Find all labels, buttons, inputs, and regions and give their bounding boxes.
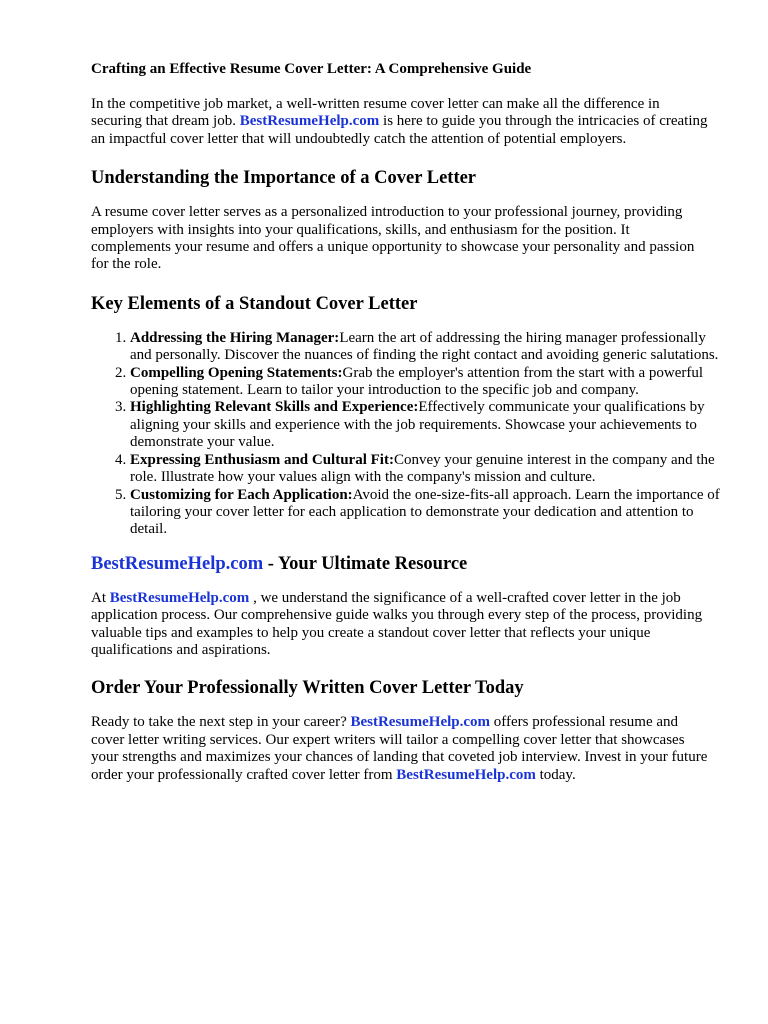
document-title: Crafting an Effective Resume Cover Letter: A Comprehensive Guide bbox=[91, 61, 532, 77]
importance-heading: Understanding the Importance of a Cover Letter bbox=[91, 168, 477, 189]
list-item-head: Addressing the Hiring Manager: bbox=[130, 329, 340, 346]
intro-text-before: In the competitive job market, a well-written resume cover letter can make all the difference in securing that dream job. bbox=[91, 96, 660, 130]
resource-text-after: , we understand the significance of a well-crafted cover letter in the job application process. Our comprehensive guide walks you through every step of the process, providing valuable tips and examples to help you create a standout cover letter that reflects your unique qualifications and aspirations. bbox=[91, 589, 703, 658]
list-item-head: Highlighting Relevant Skills and Experience: bbox=[130, 399, 419, 416]
list-item-head: Compelling Opening Statements: bbox=[130, 364, 343, 381]
resource-site-link[interactable]: BestResumeHelp.com bbox=[109, 589, 250, 606]
list-item bbox=[130, 365, 730, 400]
list-item bbox=[130, 330, 730, 365]
list-item-text: Learn the art of addressing the hiring manager professionally and personally. Discover the nuances of finding the right contact and avoiding generic salutations. bbox=[130, 329, 719, 364]
list-item bbox=[130, 399, 730, 451]
key-elements-list bbox=[91, 330, 730, 539]
list-item-text: Avoid the one-size-fits-all approach. Learn the importance of tailoring your cover letter for each application to demonstrate your dedication and attention to detail. bbox=[130, 486, 720, 538]
list-item bbox=[130, 452, 730, 487]
order-heading: Order Your Professionally Written Cover Letter Today bbox=[91, 678, 524, 699]
order-text-after: today. bbox=[535, 766, 576, 783]
intro-text-after: is here to guide you through the intricacies of creating an impactful cover letter that will undoubtedly catch the attention of potential employers. bbox=[91, 113, 708, 147]
list-item-text: Effectively communicate your qualifications by aligning your skills and experience with the job requirements. Showcase your achievements to demonstrate your value. bbox=[130, 399, 705, 451]
list-item-head: Expressing Enthusiasm and Cultural Fit: bbox=[130, 451, 394, 468]
list-item-text: Grab the employer's attention from the start with a powerful opening statement. Learn to tailor your introduction to the specific job and company. bbox=[130, 364, 704, 399]
resource-heading bbox=[91, 553, 708, 575]
order-site-link-1[interactable]: BestResumeHelp.com bbox=[350, 714, 491, 731]
intro-paragraph bbox=[91, 96, 711, 148]
order-text-middle: offers professional resume and cover letter writing services. Our expert writers will tailor a compelling cover letter that showcases your strengths and maximizes your chances of landing that coveted job interview. Invest in your future order your professionally crafted cover letter from bbox=[91, 714, 723, 783]
order-site-link-2[interactable]: BestResumeHelp.com bbox=[396, 766, 536, 783]
resource-paragraph bbox=[91, 590, 711, 660]
key-elements-heading: Key Elements of a Standout Cover Letter bbox=[91, 293, 418, 314]
resource-heading-link[interactable]: BestResumeHelp.com bbox=[91, 553, 264, 574]
order-text-before: Ready to take the next step in your career? bbox=[91, 714, 351, 731]
list-item-head: Customizing for Each Application: bbox=[130, 486, 353, 503]
importance-paragraph: A resume cover letter serves as a personalized introduction to your professional journey, providing employers with insights into your qualifications, skills, and enthusiasm for the position. It complements your resume and offers a unique opportunity to showcase your personality and passion for the role. bbox=[91, 204, 695, 273]
intro-site-link[interactable]: BestResumeHelp.com bbox=[239, 113, 380, 130]
resource-text-before: At bbox=[91, 589, 110, 606]
list-item-text: Convey your genuine interest in the company and the role. Illustrate how your values align with the company's mission and culture. bbox=[130, 451, 715, 486]
resource-heading-rest: - Your Ultimate Resource bbox=[263, 553, 468, 574]
order-paragraph bbox=[91, 714, 723, 784]
list-item bbox=[130, 487, 730, 539]
